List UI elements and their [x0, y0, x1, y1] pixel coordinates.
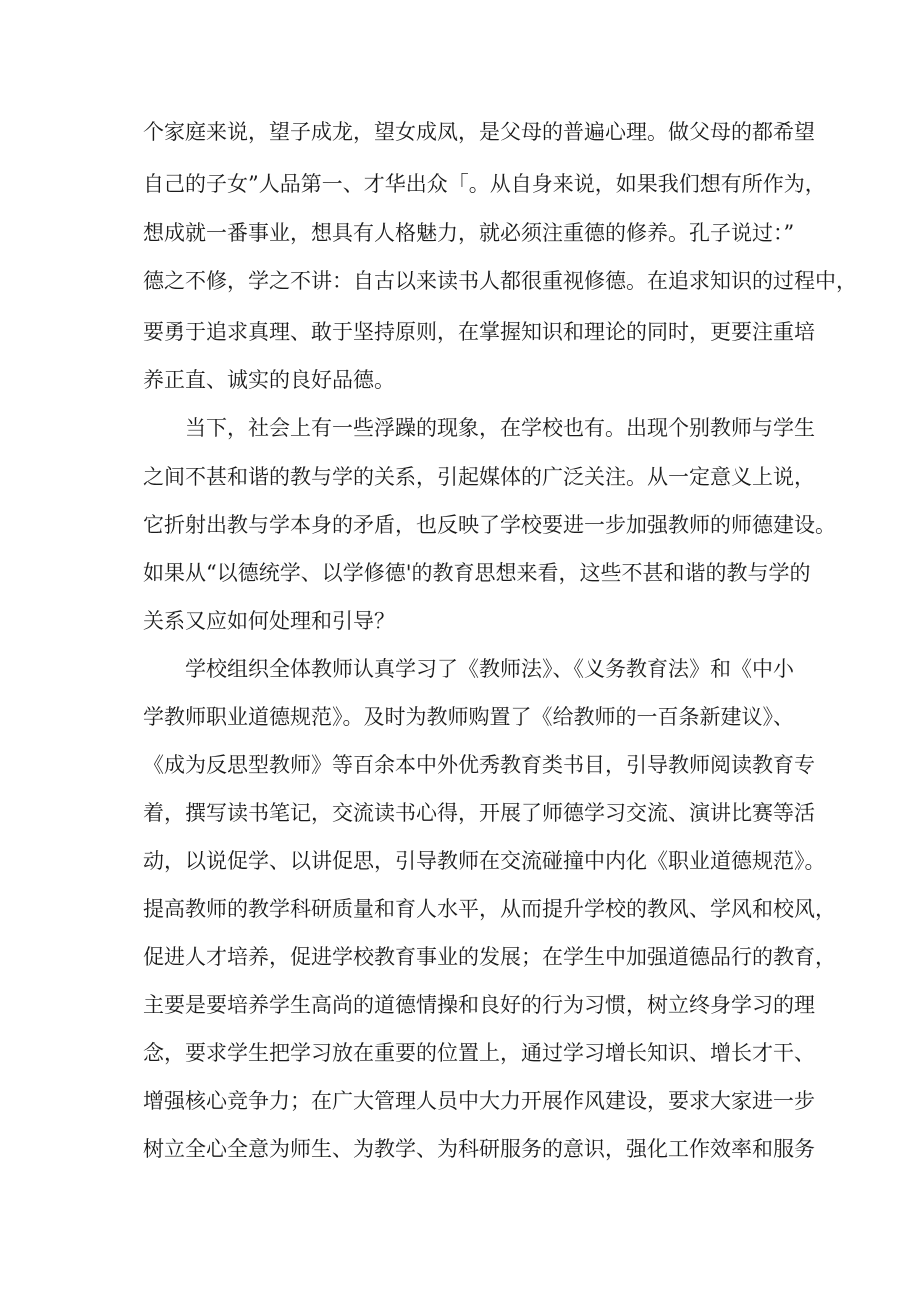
text-line: 增强核心竞争力；在广大管理人员中大力开展作风建设，要求大家进一步	[143, 1089, 815, 1113]
text-line: 要勇于追求真理、敢于坚持原则，在掌握知识和理论的同时，更要注重培	[143, 320, 815, 344]
paragraph-start-line: 学校组织全体教师认真学习了《教师法》、《义务教育法》和《中小	[185, 657, 794, 681]
text-line: 想成就一番事业，想具有人格魅力，就必须注重德的修养。孔子说过：”	[143, 221, 795, 245]
paragraph-start-line: 当下，社会上有一些浮躁的现象，在学校也有。出现个别教师与学生	[185, 416, 815, 440]
text-line: 德之不修，学之不讲：自古以来读书人都很重视修德。在追求知识的过程中，	[143, 269, 857, 293]
text-line: 它折射出教与学本身的矛盾，也反映了学校要进一步加强教师的师德建设。	[143, 513, 836, 537]
text-line: 主要是要培养学生高尚的道德情操和良好的行为习惯，树立终身学习的理	[143, 993, 815, 1017]
text-line: 自己的子女”人品第一、才华出众「。从自身来说，如果我们想有所作为，	[143, 172, 826, 196]
text-line: 学教师职业道德规范》。及时为教师购置了《给教师的一百条新建议》、	[143, 705, 794, 729]
text-line: 着，撰写读书笔记，交流读书心得，开展了师德学习交流、演讲比赛等活	[143, 801, 815, 825]
text-line: 如果从“以德统学、以学修德'的教育思想来看，这些不甚和谐的教与学的	[143, 561, 811, 585]
text-line: 养正直、诚实的良好品德。	[143, 368, 395, 392]
text-line: 动，以说促学、以讲促思，引导教师在交流碰撞中内化《职业道德规范》。	[143, 849, 826, 873]
text-line: 树立全心全意为师生、为教学、为科研服务的意识，强化工作效率和服务	[143, 1137, 815, 1161]
text-line: 个家庭来说，望子成龙，望女成凤，是父母的普遍心理。做父母的都希望	[143, 120, 815, 144]
text-line: 促进人才培养，促进学校教育事业的发展；在学生中加强道德品行的教育，	[143, 945, 836, 969]
text-line: 提高教师的教学科研质量和育人水平，从而提升学校的教风、学风和校风，	[143, 897, 836, 921]
text-line: 关系又应如何处理和引导？	[143, 609, 395, 633]
text-line: 念，要求学生把学习放在重要的位置上，通过学习增长知识、增长才干、	[143, 1041, 815, 1065]
text-line: 之间不甚和谐的教与学的关系，引起媒体的广泛关注。从一定意义上说，	[143, 465, 815, 489]
text-line: 《成为反思型教师》等百余本中外优秀教育类书目，引导教师阅读教育专	[143, 753, 815, 777]
